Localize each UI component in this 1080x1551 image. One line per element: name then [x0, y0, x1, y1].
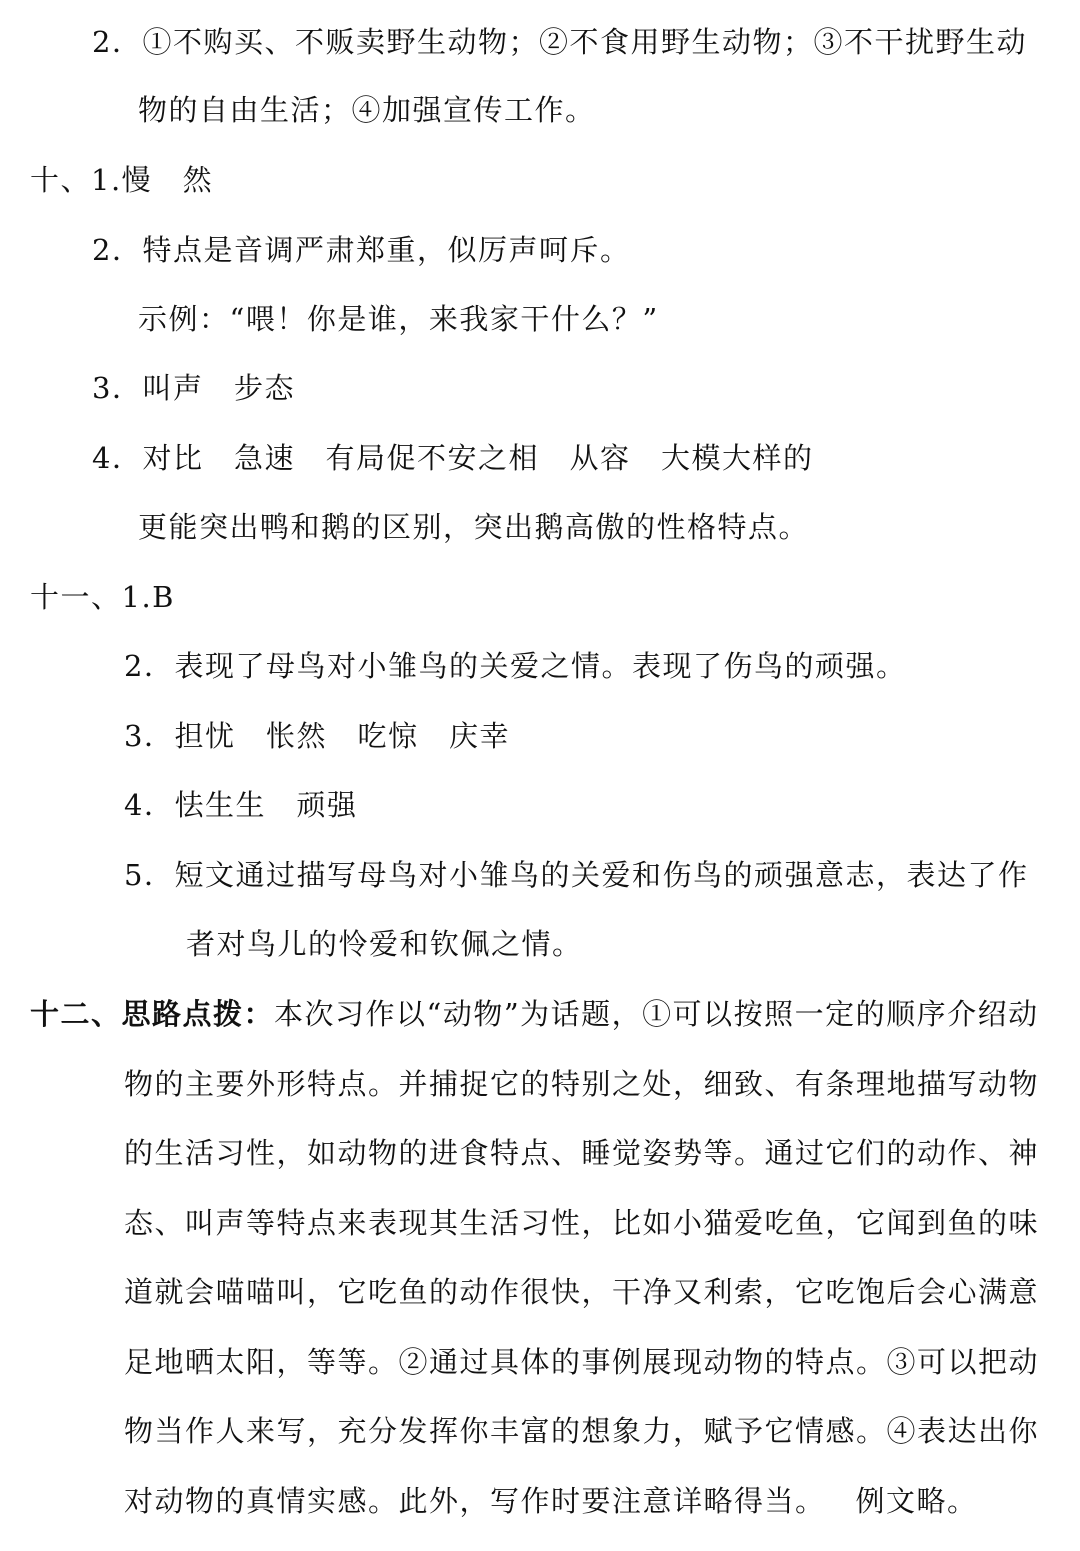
- text-line: 物的自由生活；④加强宣传工作。: [138, 93, 596, 127]
- answer-11-2: [124, 646, 906, 686]
- text-line: 态、叫声等特点来表现其生活习性，比如小猫爱吃鱼，它闻到鱼的味: [124, 1206, 1040, 1240]
- text-line: 的生活习性，如动物的进食特点、睡觉姿势等。通过它们的动作、神: [124, 1136, 1040, 1170]
- answer-9-2-line-1: [92, 22, 1027, 62]
- text-line: 物当作人来写，充分发挥你丰富的想象力，赋予它情感。④表达出你: [124, 1414, 1040, 1448]
- text-line: 2．特点是音调严肃郑重，似厉声呵斥。: [92, 233, 631, 267]
- text-line: 5．短文通过描写母鸟对小雏鸟的关爱和伤鸟的顽强意志，表达了作: [124, 858, 1029, 892]
- text-line: 3．叫声 步态: [92, 371, 295, 405]
- answer-11-5-line-1: [124, 855, 1028, 895]
- text-line: 4．怯生生 顽强: [124, 788, 358, 822]
- section-11-heading: [30, 577, 175, 617]
- section-12-line-2: [124, 1064, 1039, 1104]
- text-line: 2．表现了母鸟对小雏鸟的关爱之情。表现了伤鸟的顽强。: [124, 649, 907, 683]
- answer-9-2-line-2: [138, 90, 596, 130]
- text-line: 更能突出鸭和鹅的区别，突出鹅高傲的性格特点。: [138, 510, 810, 544]
- section-12-line-1: [30, 994, 1039, 1034]
- section-12-line-4: [124, 1203, 1039, 1243]
- text-line: 对动物的真情实感。此外，写作时要注意详略得当。: [124, 1484, 826, 1518]
- text-line: 示例：“喂！你是谁，来我家干什么？”: [138, 302, 659, 336]
- sample-essay-note: 例文略。: [855, 1484, 978, 1518]
- answer-10-3: [92, 368, 295, 408]
- text-line: 足地晒太阳，等等。②通过具体的事例展现动物的特点。③可以把动: [124, 1345, 1040, 1379]
- section-12-line-3: [124, 1133, 1039, 1173]
- text-line: 者对鸟儿的怜爱和钦佩之情。: [186, 927, 583, 961]
- section-12-line-5: [124, 1272, 1039, 1312]
- text-line: 4．对比 急速 有局促不安之相 从容 大模大样的: [92, 441, 814, 475]
- section-12-line-8: [124, 1481, 978, 1521]
- answer-10-4-note: [138, 507, 809, 547]
- section-10-heading: [30, 160, 213, 200]
- answer-10-2-example: [138, 299, 659, 339]
- section-12-label: 十二、思路点拨：: [30, 997, 275, 1031]
- text-line: 十、1.慢 然: [30, 163, 214, 197]
- answer-11-5-line-2: [186, 924, 583, 964]
- text-line: 物的主要外形特点。并捕捉它的特别之处，细致、有条理地描写动物: [124, 1067, 1040, 1101]
- text-line: 2．①不购买、不贩卖野生动物；②不食用野生动物；③不干扰野生动: [92, 25, 1027, 59]
- text-line: 道就会喵喵叫，它吃鱼的动作很快，干净又利索，它吃饱后会心满意: [124, 1275, 1040, 1309]
- answer-10-2: [92, 230, 630, 270]
- section-12-line-6: [124, 1342, 1039, 1382]
- answer-10-4: [92, 438, 813, 478]
- text-line: 本次习作以“动物”为话题，①可以按照一定的顺序介绍动: [274, 997, 1039, 1031]
- section-12-line-7: [124, 1411, 1039, 1451]
- answer-11-4: [124, 785, 357, 825]
- answer-11-3: [124, 716, 510, 756]
- text-line: 3．担忧 怅然 吃惊 庆幸: [124, 719, 510, 753]
- text-line: 十一、1.B: [30, 580, 175, 614]
